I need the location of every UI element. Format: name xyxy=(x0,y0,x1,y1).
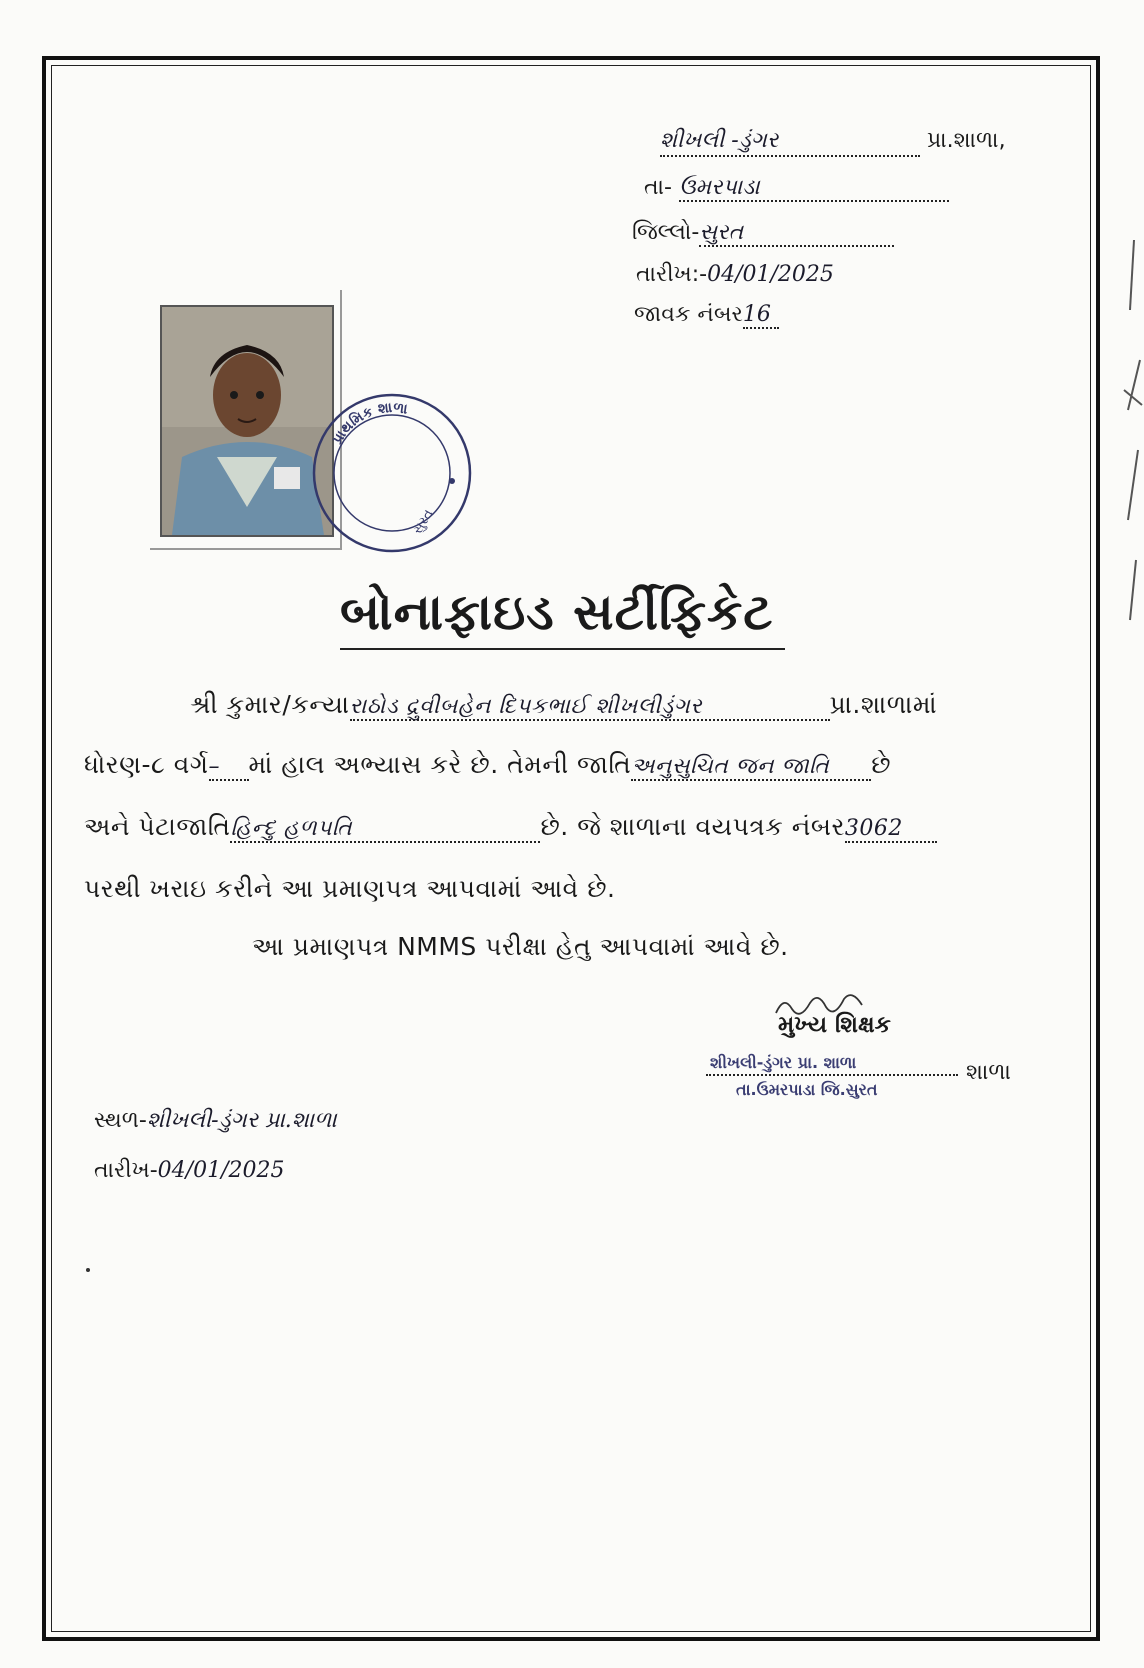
footer-place-label: સ્થળ- xyxy=(94,1108,147,1133)
certificate-line-5: આ પ્રમાણપત્ર NMMS પરીક્ષા હેતુ આપવામાં આવે છે. xyxy=(252,932,789,961)
svg-text:પ્રાથમિક શાળા xyxy=(329,400,409,447)
certificate-title: બોનાફાઇડ સર્ટીફિકેટ xyxy=(340,583,774,641)
line1-prefix: શ્રી કુમાર/કન્યા xyxy=(190,690,350,719)
line3-mid: છે. જે શાળાના વયપત્રક નંબર xyxy=(540,812,845,841)
line2-mid: માં હાલ અભ્યાસ કરે છે. તેમની જાતિ xyxy=(248,750,632,779)
header-outward-handwritten: 16 xyxy=(743,302,779,329)
student-photo-illustration xyxy=(162,307,332,535)
footer-place-handwritten: શીખલી-ડુંગર પ્રા.શાળા xyxy=(146,1108,337,1133)
footer-place-line xyxy=(94,1108,337,1133)
header-date-handwritten: 04/01/2025 xyxy=(707,262,834,287)
line1-suffix: પ્રા.શાળામાં xyxy=(829,690,938,719)
header-school-line xyxy=(660,128,1006,157)
header-taluka-line xyxy=(644,175,949,202)
header-taluka-handwritten: ઉમરપાડા xyxy=(679,175,949,202)
page-edge-marks xyxy=(1120,200,1144,700)
stamp-text: પ્રાથમિક શાળા xyxy=(329,399,409,447)
certificate-line-1 xyxy=(190,690,937,721)
line2-suffix: છે xyxy=(871,750,892,779)
header-district-handwritten: સુરત xyxy=(699,220,894,247)
signature-dotted-line xyxy=(706,1074,958,1076)
line2-prefix: ધોરણ-૮ વર્ગ xyxy=(84,750,209,779)
stamp-subtext: સુરત xyxy=(410,507,437,537)
certificate-line-4: પરથી ખરાઇ કરીને આ પ્રમાણપત્ર આપવામાં આવે છે. xyxy=(84,874,616,903)
stray-dot xyxy=(86,1268,90,1272)
header-school-handwritten: શીખલી -ડુંગર xyxy=(660,128,920,157)
signature-school-suffix: શાળા xyxy=(966,1060,1011,1085)
certificate-line-3 xyxy=(84,812,937,843)
student-photo xyxy=(160,305,334,537)
header-school-suffix: પ્રા.શાળા, xyxy=(927,128,1006,153)
register-number-handwritten: 3062 xyxy=(845,816,937,843)
footer-date-handwritten: 04/01/2025 xyxy=(157,1158,285,1183)
signature-stamp-school: શીખલી-ડુંગર પ્રા. શાળા xyxy=(710,1053,857,1072)
header-district-line xyxy=(632,220,894,247)
footer-date-line xyxy=(94,1158,284,1183)
header-district-label: જિલ્લો- xyxy=(632,220,700,245)
header-outward-line xyxy=(634,302,779,329)
signature-stamp-place: તા.ઉમરપાડા જિ.સુરત xyxy=(736,1080,878,1099)
header-taluka-label: તા- xyxy=(644,175,672,200)
school-round-stamp xyxy=(310,385,480,560)
caste-handwritten: અનુસુચિત જન જાતિ xyxy=(631,754,871,781)
class-handwritten: – xyxy=(209,754,249,781)
footer-date-label: તારીખ- xyxy=(94,1158,158,1183)
headmaster-title: મુખ્ય શિક્ષક xyxy=(778,1012,891,1038)
title-underline xyxy=(340,648,785,650)
header-date-line xyxy=(636,262,834,287)
header-outward-label: જાવક નંબર xyxy=(634,302,743,327)
certificate-line-2 xyxy=(84,750,891,781)
header-date-label: તારીખ:- xyxy=(636,262,708,287)
subcaste-handwritten: હિન્દુ હળપતિ xyxy=(230,816,540,843)
student-name-handwritten: રાઠોડ દ્રુવીબહેન દિપકભાઈ શીખલીડુંગર xyxy=(350,694,830,721)
line3-prefix: અને પેટાજાતિ xyxy=(84,812,231,841)
